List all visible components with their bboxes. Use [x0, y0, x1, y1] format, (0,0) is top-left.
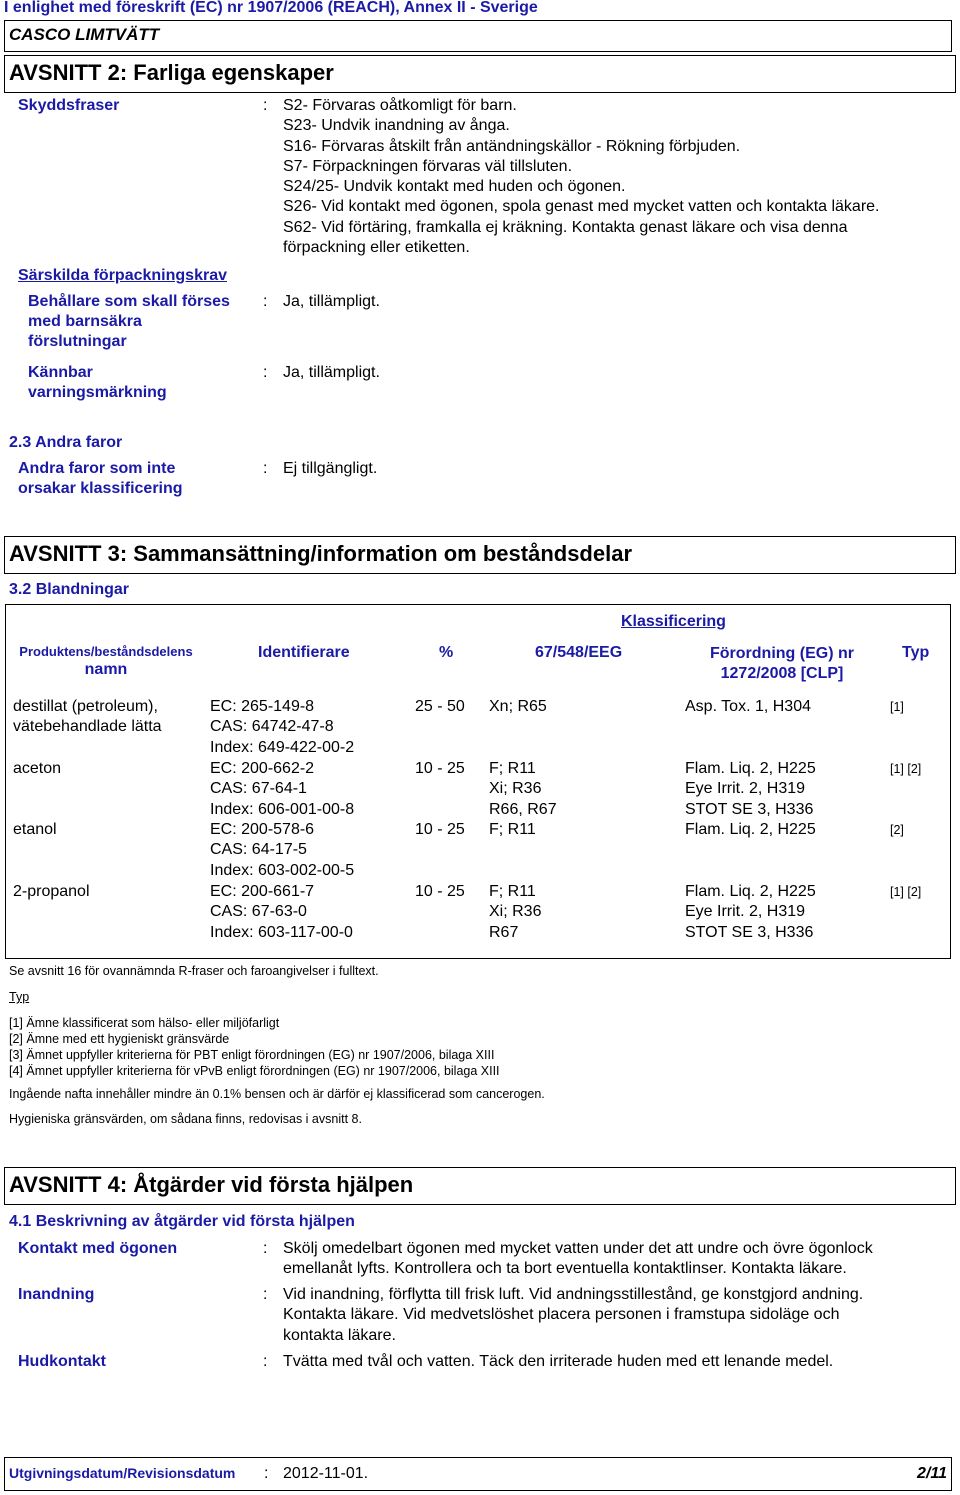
table-cell-name: [13, 820, 57, 840]
cell-line: F; R11: [489, 883, 536, 900]
section-2-title: AVSNITT 2: Farliga egenskaper: [9, 60, 334, 85]
type-note: [4] Ämnet uppfyller kriterierna för vPvB enligt förordningen (EG) nr 1907/2006, bilaga XIII: [9, 1064, 500, 1078]
special-packaging-heading: Särskilda förpackningskrav: [18, 267, 227, 284]
col-header-regulation: [696, 644, 868, 684]
label-line: Andra faror som inte: [18, 460, 176, 477]
section-3-title: AVSNITT 3: Sammansättning/information om beståndsdelar: [9, 541, 633, 566]
value-line: kontakta läkare.: [283, 1326, 396, 1344]
cell-line: aceton: [13, 760, 62, 777]
other-hazards-colon: :: [263, 460, 268, 477]
table-cell-identifier: [210, 820, 354, 881]
label-line: varningsmärkning: [28, 384, 167, 401]
cell-line: Flam. Liq. 2, H225: [685, 821, 816, 838]
s-phrase-line: S7- Förpackningen förvaras väl tillsluten.: [283, 157, 573, 175]
cell-line: Index: 603-117-00-0: [210, 923, 353, 941]
table-cell-identifier: [210, 882, 353, 943]
tactile-warning-value: Ja, tillämpligt.: [283, 364, 380, 381]
s-phrase-line: S16- Förvaras åtskilt från antändningskällor - Rökning förbjuden.: [283, 137, 741, 155]
type-note: [1] Ämne klassificerat som hälso- eller miljöfarligt: [9, 1016, 280, 1030]
r-phrases-note: Se avsnitt 16 för ovannämnda R-fraser och faroangivelser i fulltext.: [9, 964, 379, 978]
table-cell-percent: 25 - 50: [415, 698, 465, 715]
s-phrase-line: förpackning eller etiketten.: [283, 239, 470, 257]
type-notes: [9, 1015, 500, 1079]
skin-contact-label: Hudkontakt: [18, 1353, 106, 1370]
eye-contact-label: Kontakt med ögonen: [18, 1240, 178, 1257]
col-header-67-548: 67/548/EEG: [535, 644, 623, 661]
hygiene-note: Hygieniska gränsvärden, om sådana finns, redovisas i avsnitt 8.: [9, 1112, 362, 1126]
table-cell-regulation: [685, 697, 811, 717]
s-phrase-line: S2- Förvaras oåtkomligt för barn.: [283, 97, 517, 114]
cell-line: R66, R67: [489, 800, 557, 818]
cell-line: CAS: 64742-47-8: [210, 718, 334, 736]
eye-contact-value: [283, 1239, 943, 1280]
child-safe-value: Ja, tillämpligt.: [283, 293, 380, 310]
footer: [4, 1457, 952, 1491]
cell-line: vätebehandlade lätta: [13, 718, 162, 736]
cell-line: EC: 200-661-7: [210, 883, 315, 900]
table-cell-name: [13, 882, 90, 902]
other-hazards-heading: 2.3 Andra faror: [9, 434, 123, 451]
classification-group-header: Klassificering: [621, 613, 726, 630]
cell-line: Index: 603-002-00-5: [210, 861, 355, 879]
safety-phrases-label: Skyddsfraser: [18, 97, 120, 114]
value-line: emellanåt lyfts. Kontrollera och ta bort eventuella kontaktlinser. Kontakta läkare.: [283, 1260, 847, 1278]
cell-line: 2-propanol: [13, 883, 90, 900]
naphtha-note: Ingående nafta innehåller mindre än 0.1% bensen och är därför ej klassificerad som cancerogen.: [9, 1087, 545, 1101]
child-safe-colon: :: [263, 293, 268, 310]
col-header-name: [10, 643, 202, 679]
table-cell-regulation: [685, 759, 816, 820]
label-line: orsakar klassificering: [18, 480, 183, 497]
header-line: Förordning (EG) nr: [710, 645, 854, 662]
cell-line: Xi; R36: [489, 780, 542, 798]
table-cell-regulation: [685, 882, 816, 943]
value-line: Kontakta läkare. Vid medvetslöshet placera personen i framstupa sidoläge och: [283, 1306, 840, 1324]
cell-line: CAS: 67-63-0: [210, 903, 307, 921]
table-cell-name: [13, 759, 61, 779]
type-note: [2] Ämne med ett hygieniskt gränsvärde: [9, 1032, 230, 1046]
first-aid-subheading: 4.1 Beskrivning av åtgärder vid första hjälpen: [9, 1213, 355, 1230]
inhalation-label: Inandning: [18, 1286, 95, 1303]
mixtures-heading: 3.2 Blandningar: [9, 581, 130, 598]
header-line: namn: [84, 661, 128, 678]
composition-table: [5, 604, 951, 959]
cell-line: R67: [489, 923, 519, 941]
table-cell-67-548: [489, 759, 557, 820]
section-2-header: [4, 55, 956, 93]
col-header-identifier: Identifierare: [258, 644, 350, 661]
table-cell-percent: 10 - 25: [415, 760, 465, 777]
safety-phrases-values: [283, 96, 943, 258]
revision-date-value: 2012-11-01.: [283, 1465, 369, 1482]
cell-line: Flam. Liq. 2, H225: [685, 883, 816, 900]
section-4-header: [4, 1167, 956, 1205]
cell-line: F; R11: [489, 821, 536, 838]
product-name-box: [4, 20, 952, 52]
page-number: 2/11: [917, 1465, 947, 1482]
safety-phrases-colon: :: [263, 97, 268, 114]
cell-line: destillat (petroleum),: [13, 698, 158, 715]
value-line: Tvätta med tvål och vatten. Täck den irriterade huden med ett lenande medel.: [283, 1353, 834, 1370]
value-line: Vid inandning, förflytta till frisk luft. Vid andningsstillestånd, ge konstgjord andning.: [283, 1286, 864, 1303]
other-hazards-value: Ej tillgängligt.: [283, 460, 378, 477]
col-header-type: Typ: [902, 644, 930, 661]
table-cell-regulation: [685, 820, 816, 840]
s-phrase-line: S62- Vid förtäring, framkalla ej kräkning. Kontakta genast läkare och visa denna: [283, 218, 848, 236]
cell-line: Flam. Liq. 2, H225: [685, 760, 816, 777]
section-4-title: AVSNITT 4: Åtgärder vid första hjälpen: [9, 1172, 414, 1197]
cell-line: STOT SE 3, H336: [685, 923, 814, 941]
cell-line: F; R11: [489, 760, 536, 777]
cell-line: CAS: 67-64-1: [210, 780, 307, 798]
revision-date-label: Utgivningsdatum/Revisionsdatum: [9, 1465, 236, 1481]
table-cell-percent: 10 - 25: [415, 883, 465, 900]
label-line: med barnsäkra: [28, 313, 142, 330]
table-cell-identifier: [210, 697, 354, 758]
cell-line: Index: 649-422-00-2: [210, 738, 355, 756]
type-note: [3] Ämnet uppfyller kriterierna för PBT enligt förordningen (EG) nr 1907/2006, bilaga XIII: [9, 1048, 495, 1062]
col-header-percent: %: [439, 644, 454, 661]
type-heading: Typ: [9, 990, 30, 1004]
table-cell-identifier: [210, 759, 354, 820]
product-name: CASCO LIMTVÄTT: [9, 25, 160, 44]
other-hazards-label: [18, 459, 183, 499]
skin-contact-value: [283, 1352, 943, 1372]
table-cell-67-548: [489, 882, 541, 943]
tactile-warning-colon: :: [263, 364, 268, 381]
eye-contact-colon: :: [263, 1240, 268, 1257]
cell-line: EC: 265-149-8: [210, 698, 315, 715]
label-line: Behållare som skall förses: [28, 293, 230, 310]
cell-line: etanol: [13, 821, 57, 838]
cell-line: Xn; R65: [489, 698, 547, 715]
cell-line: STOT SE 3, H336: [685, 800, 814, 818]
cell-line: Xi; R36: [489, 903, 542, 921]
inhalation-value: [283, 1285, 943, 1346]
label-line: Kännbar: [28, 364, 93, 381]
cell-line: Asp. Tox. 1, H304: [685, 698, 811, 715]
header-line: 1272/2008 [CLP]: [720, 665, 844, 682]
table-cell-name: [13, 697, 162, 738]
table-cell-type: [1]: [890, 700, 904, 714]
table-cell-type: [1] [2]: [890, 885, 922, 899]
table-cell-percent: 10 - 25: [415, 821, 465, 838]
cell-line: EC: 200-662-2: [210, 760, 315, 777]
s-phrase-line: S24/25- Undvik kontakt med huden och ögonen.: [283, 178, 626, 196]
label-line: förslutningar: [28, 333, 127, 350]
document-title: I enlighet med föreskrift (EC) nr 1907/2006 (REACH), Annex II - Sverige: [4, 0, 538, 16]
skin-contact-colon: :: [263, 1353, 268, 1370]
table-cell-67-548: [489, 820, 536, 840]
revision-date-colon: :: [264, 1465, 269, 1482]
tactile-warning-label: [28, 363, 167, 403]
table-cell-type: [2]: [890, 823, 904, 837]
table-cell-67-548: [489, 697, 547, 717]
section-3-header: [4, 536, 956, 574]
cell-line: Eye Irrit. 2, H319: [685, 903, 806, 921]
child-safe-closure-label: [28, 292, 230, 352]
header-line: Produktens/beståndsdelens: [19, 644, 193, 659]
s-phrase-line: S23- Undvik inandning av ånga.: [283, 117, 510, 135]
cell-line: EC: 200-578-6: [210, 821, 315, 838]
value-line: Skölj omedelbart ögonen med mycket vatten under det att undre och övre ögonlock: [283, 1240, 873, 1257]
inhalation-colon: :: [263, 1286, 268, 1303]
s-phrase-line: S26- Vid kontakt med ögonen, spola genast med mycket vatten och kontakta läkare.: [283, 198, 880, 216]
cell-line: Eye Irrit. 2, H319: [685, 780, 806, 798]
cell-line: Index: 606-001-00-8: [210, 800, 355, 818]
cell-line: CAS: 64-17-5: [210, 841, 307, 859]
table-cell-type: [1] [2]: [890, 762, 922, 776]
